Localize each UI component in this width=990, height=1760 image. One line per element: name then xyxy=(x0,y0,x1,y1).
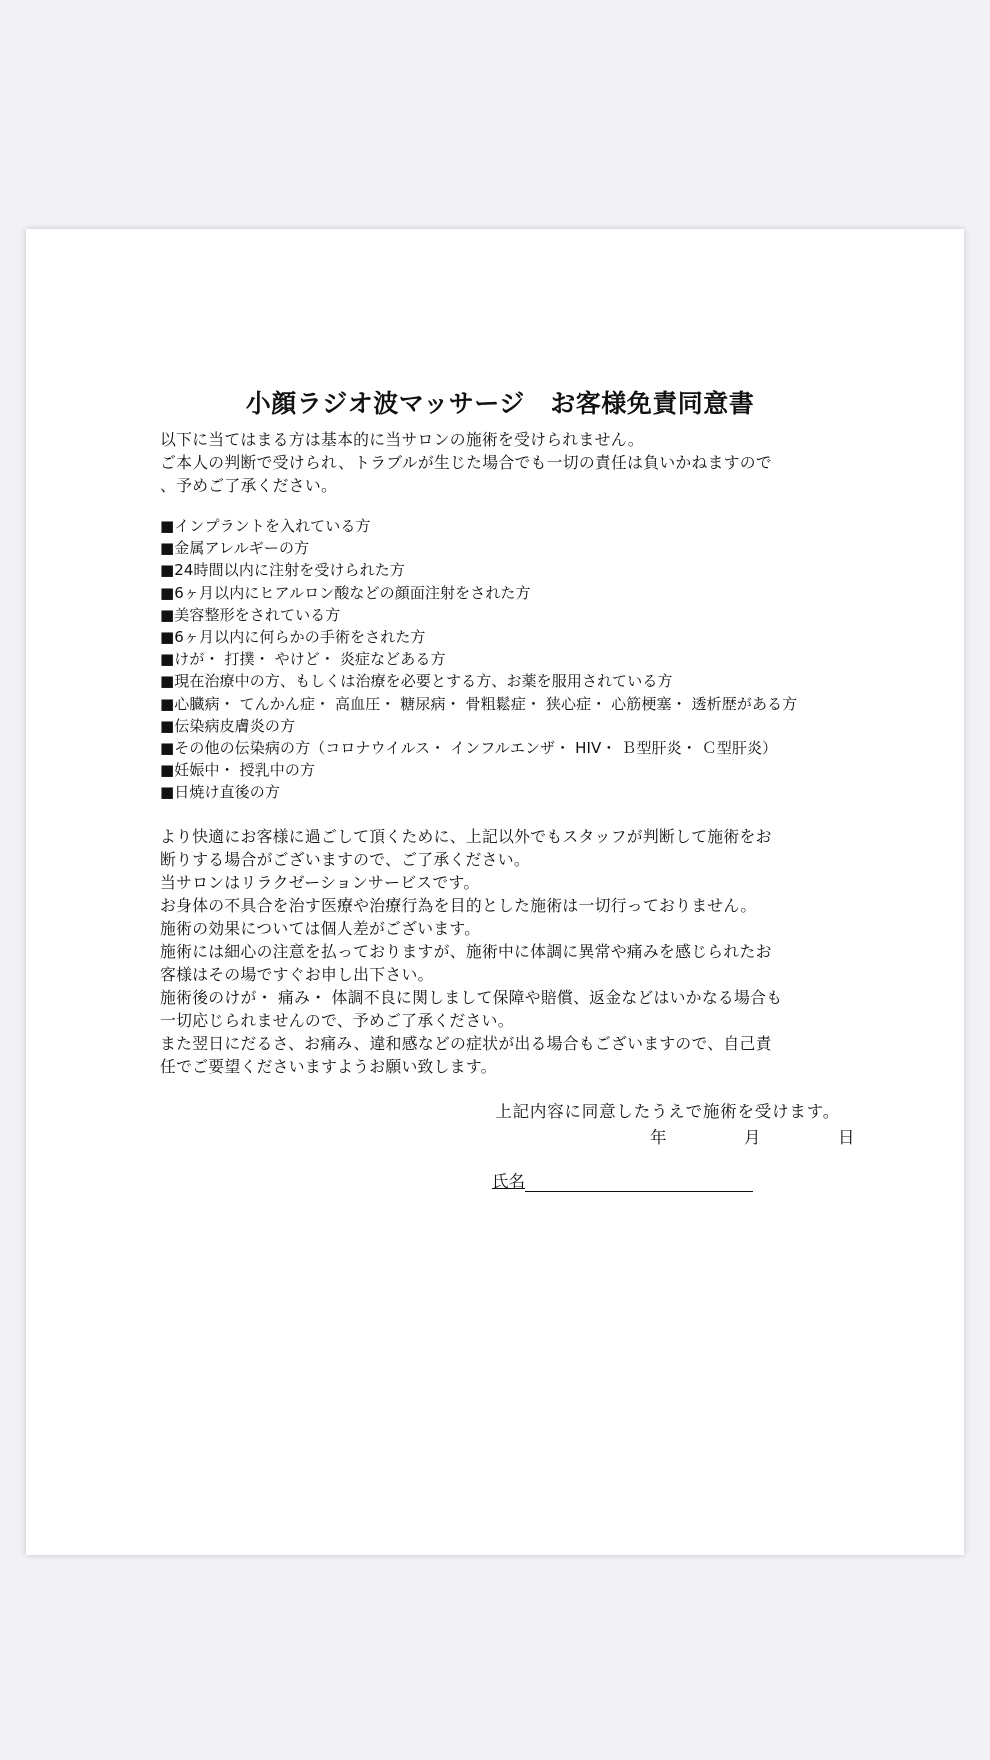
list-item: ■6ヶ月以内にヒアルロン酸などの顔面注射をされた方 xyxy=(160,583,531,602)
document-page xyxy=(26,229,964,1555)
conditions-list xyxy=(160,515,860,804)
list-item: ■24時間以内に注射を受けられた方 xyxy=(160,561,405,580)
signature-row xyxy=(492,1168,990,1192)
date-month-label: 月 xyxy=(744,1127,761,1147)
date-row xyxy=(160,1122,855,1148)
date-day-label: 日 xyxy=(838,1127,855,1147)
signature-line[interactable] xyxy=(525,1171,753,1192)
document-title: 小顔ラジオ波マッサージ お客様免責同意書 xyxy=(245,389,755,418)
list-item: ■伝染病皮膚炎の方 xyxy=(160,716,296,735)
document-content xyxy=(160,384,860,1192)
list-item: ■インプラントを入れている方 xyxy=(160,517,371,535)
list-item: ■現在治療中の方、もしくは治療を必要とする方、お薬を服用されている方 xyxy=(160,672,673,691)
list-item: ■妊娠中・ 授乳中の方 xyxy=(160,761,316,780)
consent-statement: 上記内容に同意したうえで施術を受けます。 xyxy=(495,1101,840,1121)
list-item: ■美容整形をされている方 xyxy=(160,605,341,624)
date-year-label: 年 xyxy=(650,1127,667,1147)
list-item: ■日焼け直後の方 xyxy=(160,783,280,802)
list-item: ■金属アレルギーの方 xyxy=(160,539,310,558)
signature-label: 氏名 xyxy=(492,1171,525,1191)
list-item: ■6ヶ月以内に何らかの手術をされた方 xyxy=(160,628,426,647)
notice-text: より快適にお客様に過ごして頂くために、上記以外でもスタッフが判断して施術をお 断りする場合がございますので、ご了承ください。 当サロンはリラクゼーションサービスです。 お身体の不具合を治す医療や治療行為を目的とした施術は一切行っておりません。 施術の効果については個人差がございます。 施術には細心の注意を払っておりますが、施術中に体調に異常や痛みを感じられたお 客様はその場ですぐお申し出下さい。 施術後のけが・ 痛み・ 体調不良に関しまして保障や賠償、返金などはいかなる場合も 一切応じられませんので、予めご了承ください。 また翌日にだるさ、お痛み、違和感などの症状が出る場合もございますので、自己責 任でご要望くださいますようお願い致します。 xyxy=(160,826,783,1076)
list-item: ■けが・ 打撲・ やけど・ 炎症などある方 xyxy=(160,650,446,669)
list-item: ■心臓病・ てんかん症・ 高血圧・ 糖尿病・ 骨粗鬆症・ 狭心症・ 心筋梗塞・ 透析歴がある方 xyxy=(160,694,798,713)
list-item: ■その他の伝染病の方（コロナウイルス・ インフルエンザ・ HIV・ Ｂ型肝炎・ Ｃ型肝炎） xyxy=(160,739,778,758)
intro-text: 以下に当てはまる方は基本的に当サロンの施術を受けられません。 ご本人の判断で受けられ、トラブルが生じた場合でも一切の責任は負いかねますので 、予めご了承ください。 xyxy=(160,430,772,495)
